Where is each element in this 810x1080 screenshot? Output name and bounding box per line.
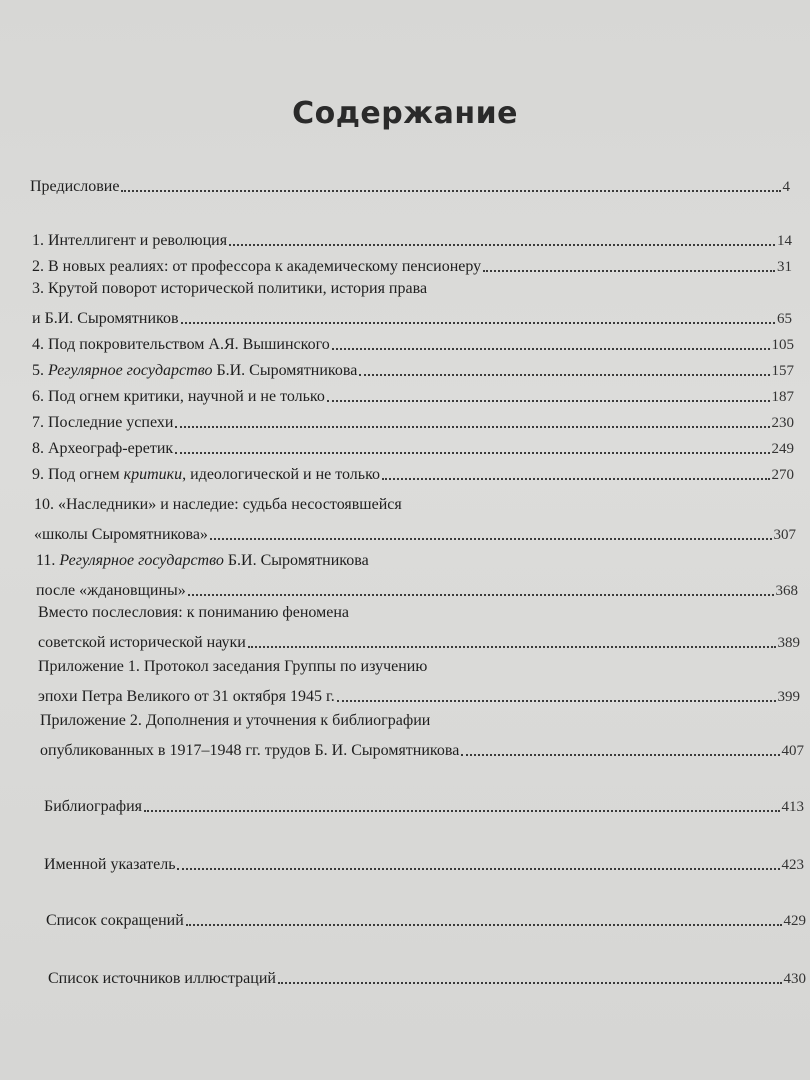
dot-leader bbox=[483, 270, 775, 272]
dot-leader bbox=[248, 646, 776, 648]
toc-page-number: 429 bbox=[783, 913, 806, 929]
toc-entry-title: «школы Сыромятникова» bbox=[34, 526, 208, 543]
toc-entry-title: 7. Последние успехи bbox=[32, 414, 174, 431]
dot-leader bbox=[177, 868, 779, 870]
toc-entry-preface[interactable] bbox=[30, 174, 790, 196]
toc-entry-title: 4. Под покровительством А.Я. Вышинского bbox=[32, 336, 330, 353]
toc-page-number: 14 bbox=[777, 233, 792, 249]
toc-page-number: 65 bbox=[777, 311, 792, 327]
toc-entry-title: Именной указатель bbox=[44, 856, 176, 873]
toc-entry-afterword[interactable] bbox=[38, 630, 800, 652]
toc-entry-5[interactable] bbox=[32, 358, 794, 380]
toc-page-number: 407 bbox=[781, 743, 804, 759]
toc-entry-8[interactable] bbox=[32, 436, 794, 458]
toc-page-number: 389 bbox=[777, 635, 800, 651]
toc-entry-title: 6. Под огнем критики, научной и не только bbox=[32, 388, 325, 405]
dot-leader bbox=[359, 374, 769, 376]
toc-page-number: 230 bbox=[771, 415, 794, 431]
toc-page-number: 307 bbox=[773, 527, 796, 543]
toc-entry-7[interactable] bbox=[32, 410, 794, 432]
dot-leader bbox=[210, 538, 772, 540]
toc-entry-title: опубликованных в 1917–1948 гг. трудов Б. И. Сыромятникова bbox=[40, 742, 460, 759]
dot-leader bbox=[186, 924, 782, 926]
toc-page-number: 187 bbox=[771, 389, 794, 405]
dot-leader bbox=[337, 700, 776, 702]
dot-leader bbox=[175, 426, 769, 428]
toc-entry-bibliography[interactable] bbox=[44, 794, 804, 816]
toc-entry-title: и Б.И. Сыромятников bbox=[32, 310, 179, 327]
dot-leader bbox=[181, 322, 775, 324]
toc-entry-4[interactable] bbox=[32, 332, 794, 354]
dot-leader bbox=[382, 478, 769, 480]
toc-entry-title: 9. Под огнем критики, идеологической и не только bbox=[32, 466, 381, 483]
dot-leader bbox=[461, 754, 779, 756]
toc-entry-title: 8. Археограф-еретик bbox=[32, 440, 174, 457]
toc-entry-9[interactable] bbox=[32, 462, 794, 484]
toc-page-number: 430 bbox=[783, 971, 806, 987]
toc-entry-10-line1: 10. «Наследники» и наследие: судьба несостоявшейся bbox=[34, 496, 402, 513]
page-title: Содержание bbox=[292, 96, 518, 131]
toc-entry-title: эпохи Петра Великого от 31 октября 1945 г. bbox=[38, 688, 335, 705]
toc-entry-title: 5. Регулярное государство Б.И. Сыромятникова bbox=[32, 362, 358, 379]
toc-entry-1[interactable] bbox=[32, 228, 792, 250]
toc-entry-title: 1. Интеллигент и революция bbox=[32, 232, 228, 249]
toc-entry-appendix-1[interactable] bbox=[38, 684, 800, 706]
toc-afterword-line1: Вместо послесловия: к пониманию феномена bbox=[38, 604, 350, 621]
toc-appendix1-line1: Приложение 1. Протокол заседания Группы по изучению bbox=[38, 658, 428, 675]
toc-entry-11[interactable] bbox=[36, 578, 798, 600]
toc-entry-title: Список сокращений bbox=[46, 912, 184, 929]
toc-page-number: 368 bbox=[775, 583, 798, 599]
toc-entry-11-line1: 11. Регулярное государство Б.И. Сыромятникова bbox=[36, 552, 369, 569]
dot-leader bbox=[144, 810, 780, 812]
toc-entry-title: Библиография bbox=[44, 798, 142, 815]
dot-leader bbox=[175, 452, 769, 454]
toc-appendix2-line1: Приложение 2. Дополнения и уточнения к библиографии bbox=[40, 712, 431, 729]
toc-page-number: 31 bbox=[777, 259, 792, 275]
toc-page-number: 249 bbox=[771, 441, 794, 457]
toc-entry-title: после «ждановщины» bbox=[36, 582, 186, 599]
toc-entry-title: советской исторической науки bbox=[38, 634, 246, 651]
toc-entry-6[interactable] bbox=[32, 384, 794, 406]
toc-entry-name-index[interactable] bbox=[44, 852, 804, 874]
toc-entry-3[interactable] bbox=[32, 306, 792, 328]
toc-entry-abbreviations[interactable] bbox=[46, 908, 806, 930]
toc-page-number: 4 bbox=[782, 179, 790, 195]
toc-entry-title: Предисловие bbox=[30, 178, 120, 195]
toc-entry-title: 2. В новых реалиях: от профессора к академическому пенсионеру bbox=[32, 258, 482, 275]
toc-entry-appendix-2[interactable] bbox=[40, 738, 804, 760]
dot-leader bbox=[278, 982, 782, 984]
toc-page-number: 423 bbox=[781, 857, 804, 873]
toc-entry-3-line1: 3. Крутой поворот исторической политики, история права bbox=[32, 280, 428, 297]
dot-leader bbox=[332, 348, 770, 350]
toc-page-number: 399 bbox=[777, 689, 800, 705]
toc-entry-title: Список источников иллюстраций bbox=[48, 970, 276, 987]
dot-leader bbox=[327, 400, 770, 402]
dot-leader bbox=[121, 190, 780, 192]
toc-page-number: 270 bbox=[771, 467, 794, 483]
toc-page-number: 413 bbox=[781, 799, 804, 815]
toc-entry-10[interactable] bbox=[34, 522, 796, 544]
toc-page-number: 105 bbox=[771, 337, 794, 353]
toc-entry-illustrations[interactable] bbox=[48, 966, 806, 988]
dot-leader bbox=[229, 244, 775, 246]
toc-page-number: 157 bbox=[771, 363, 794, 379]
toc-entry-2[interactable] bbox=[32, 254, 792, 276]
dot-leader bbox=[188, 594, 774, 596]
